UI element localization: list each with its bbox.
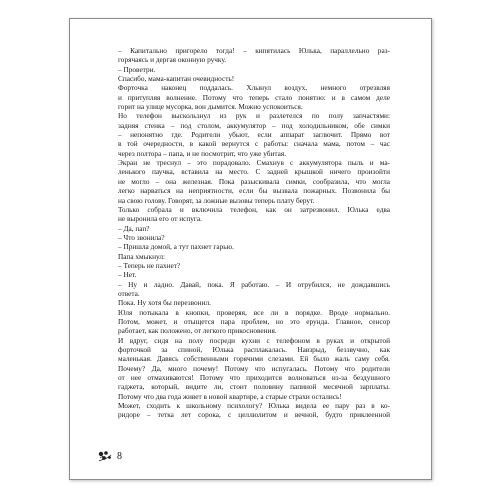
text-line: Папа хмыкнул: xyxy=(118,251,165,261)
text-line: форточкой за спиной, Юлька расплакалась. Навзрыд, беззвучно, как xyxy=(118,345,390,354)
text-line: Спасибо, мама-капитан очевидность! xyxy=(118,74,235,84)
page-footer xyxy=(97,449,122,463)
text-line: Почему? Да, много почему! Потому что испугалась. Потому что родители xyxy=(118,363,390,373)
text-line: – Нет. xyxy=(118,270,137,280)
text-line: ответа. xyxy=(118,288,140,298)
text-line: ридоре – тетка лет сорока, с целлюлитом и вечной, будто приклеенной xyxy=(118,410,390,420)
text-line: – Капитально пригорело тогда! – кипятилась Юлька, параллельно раз- xyxy=(118,46,390,55)
body-text xyxy=(118,46,390,420)
text-line: – Да, пап? xyxy=(118,223,150,233)
text-line: не могло – она железная. Пока разыскивала симки, сообразила, что могла xyxy=(118,176,390,186)
text-line: Только собрала и включила телефон, как он затрезвонил. Юлька едва xyxy=(118,204,390,214)
text-line: – Что звонила? xyxy=(118,232,165,242)
text-line: гаджета, который, видите ли, стоит половину папиной месячной зарплаты. xyxy=(118,382,390,392)
book-page xyxy=(69,18,432,480)
text-line: Экран не треснул – это порадовало. Смахнув с аккумулятора пыль и ма- xyxy=(118,158,390,168)
text-line: от нее отмахиваются! Потому что приходится волноваться из-за бездушного xyxy=(118,373,390,383)
text-line: – Теперь не пахнет? xyxy=(118,260,181,270)
text-line: Пока. Ну хотя бы перезвонил. xyxy=(118,298,211,308)
text-line: Потому что два года живет в новой квартире, а старые страхи остались! xyxy=(118,391,342,401)
text-line: и притупляя волнение. Потому что теперь стало понятно: и в самом деле xyxy=(118,92,390,102)
text-line: – Пришла домой, а тут пахнет гарью. xyxy=(118,242,234,252)
text-line: Потом, может, и отыщется пара проблем, но это ерунда. Главное, сенсор xyxy=(118,316,390,326)
text-line: задняя стенка – под столом, аккумулятор – под холодильником, обе симки xyxy=(118,120,390,130)
text-line: – Ну и ладно. Давай, пока. Я работаю. – И отрубился, не дождавшись xyxy=(118,279,390,289)
text-line: – Проветри. xyxy=(118,64,156,74)
text-line: Может, сходить к школьному психологу? Юлька видела ее пару раз в ко- xyxy=(118,401,390,411)
text-line: горячаясь и дергая оконную ручку. xyxy=(118,55,227,65)
text-line: горит на улице мусорка, вон дымится. Можно успокоиться. xyxy=(118,102,303,112)
text-line: Юля потыкала в кнопки, проверяя, все ли в порядке. Вроде нормально. xyxy=(118,307,390,317)
text-line: через полтора – папа, и не посмотрит, что уже убитая. xyxy=(118,148,287,158)
floral-ornament-icon xyxy=(97,449,113,463)
text-line: маленькая. Давясь собственными горячими слезами. Ей было жаль саму себя. xyxy=(118,354,390,364)
text-line: – непонятно где. Родители убьют, если аппарат заглючит. Прямо вот xyxy=(118,130,390,140)
text-line: Форточка наконец поддалась. Хлынул воздух, немного отрезвляя xyxy=(118,83,390,93)
text-line: не выронила его от испуга. xyxy=(118,214,202,224)
text-line: легко нарваться на неприятности, если бы вызвала пожарных. Позвонила бы xyxy=(118,186,390,196)
text-line: в той очередности, в какой вернутся с работы: сначала мама, потом – час xyxy=(118,139,390,149)
page-number: 8 xyxy=(117,450,122,462)
text-line: Но телефон выскользнул из рук и разлетелся по полу запчастями: xyxy=(118,111,390,121)
text-line: ленького паучка, вставила на место. С задней крышкой ничего произойти xyxy=(118,167,390,177)
text-line: И вдруг, сидя на полу посреди кухни с телефоном в руках и открытой xyxy=(118,335,390,345)
text-line: на свою голову. Говорят, за ложные вызовы теперь плату берут. xyxy=(118,195,315,205)
text-line: работает, как положено, от легкого прикосновения. xyxy=(118,326,277,336)
